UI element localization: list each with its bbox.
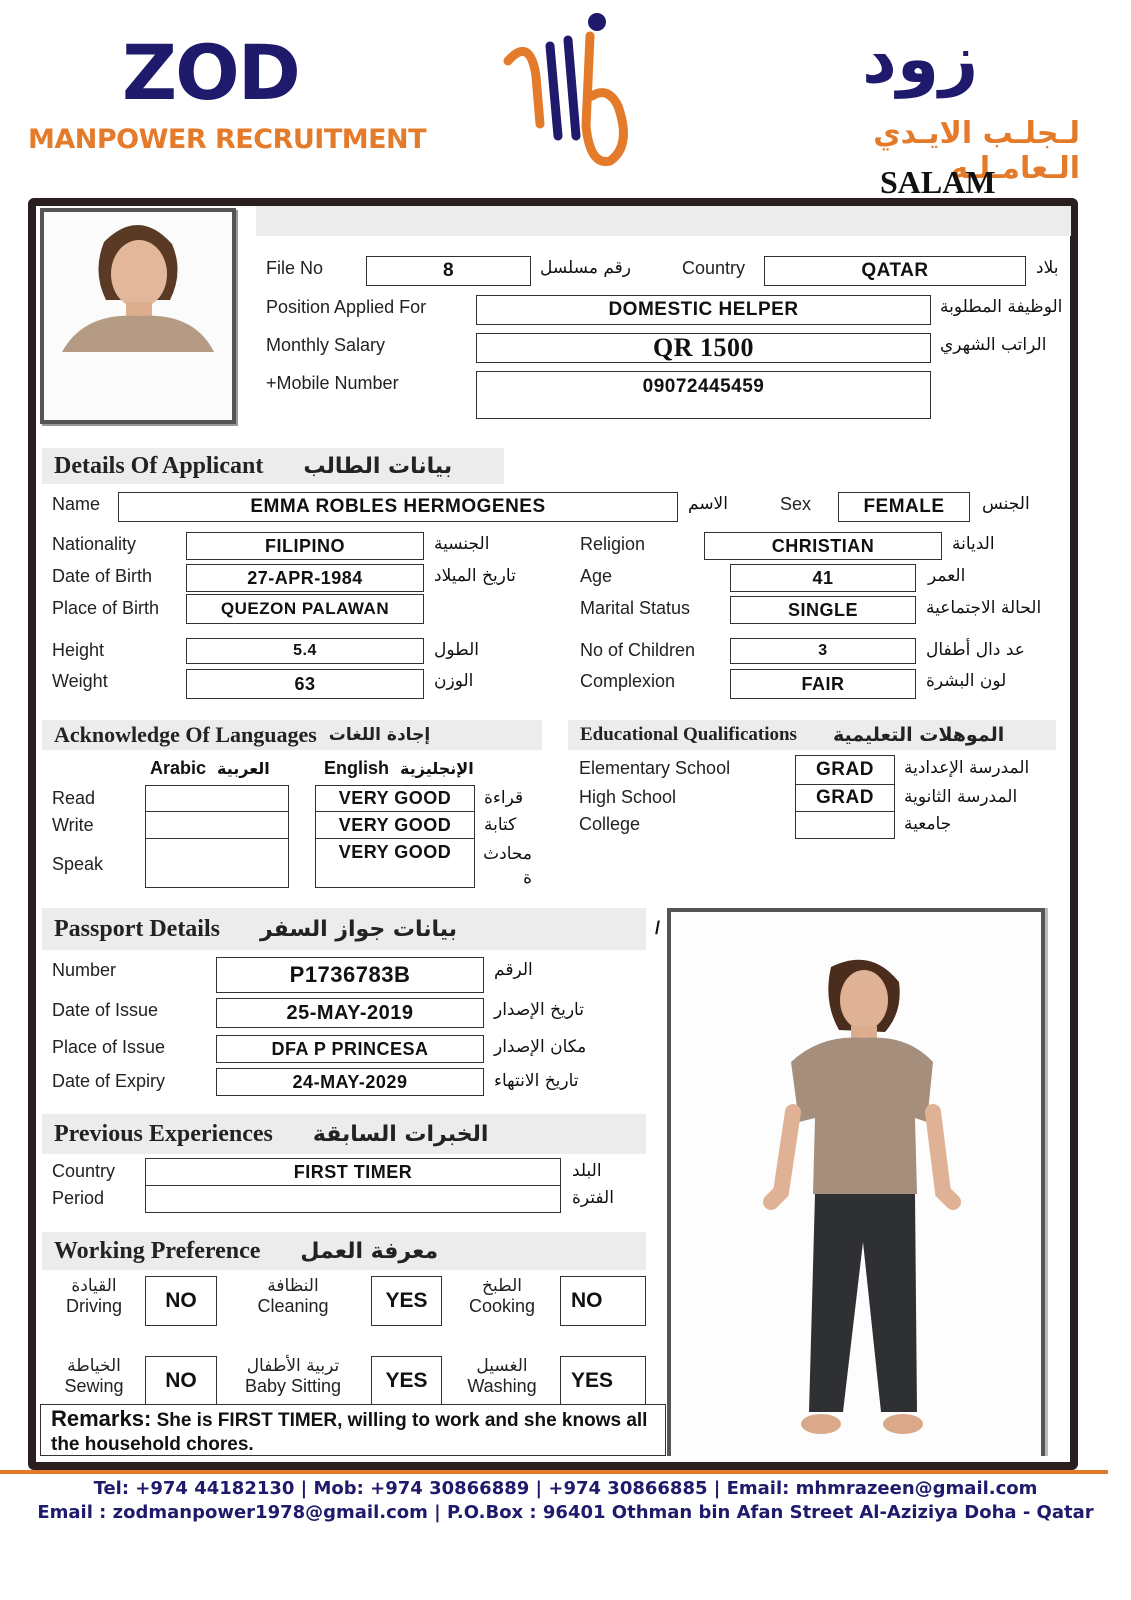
- baby-sitting-field: YES: [371, 1356, 442, 1406]
- position-label: Position Applied For: [266, 297, 427, 317]
- nationality-label-ar: الجنسية: [434, 534, 490, 554]
- portrait-icon: [44, 212, 232, 420]
- english-write-field: VERY GOOD: [315, 811, 475, 839]
- sex-label-ar: الجنس: [982, 494, 1030, 514]
- brand-subtitle: MANPOWER RECRUITMENT: [28, 124, 427, 155]
- file-no-label-ar: رقم مسلسل: [540, 258, 631, 278]
- complexion-label-ar: لون البشرة: [926, 671, 1007, 691]
- country-label: Country: [682, 258, 746, 278]
- cooking-label: Cooking: [468, 1296, 536, 1316]
- experience-period-label-ar: الفترة: [572, 1188, 614, 1208]
- washing-label: Washing: [467, 1376, 537, 1396]
- sewing-label-ar: الخياطة: [67, 1356, 121, 1376]
- elementary-label-ar: المدرسة الإعدادية: [904, 758, 1030, 778]
- full-body-portrait-icon: [671, 912, 1041, 1456]
- passport-section-title-ar: بيانات جواز السفر: [259, 916, 457, 942]
- college-label: College: [579, 814, 641, 834]
- salary-field: QR 1500: [476, 333, 931, 363]
- position-label-ar: الوظيفة المطلوبة: [940, 297, 1063, 317]
- baby-sitting-label: Baby Sitting: [244, 1376, 342, 1396]
- issue-date-label: Date of Issue: [52, 1000, 159, 1020]
- driving-label: Driving: [65, 1296, 122, 1316]
- dob-label: Date of Birth: [52, 566, 153, 586]
- read-label-ar: قراءة: [484, 788, 524, 808]
- marital-label-ar: الحالة الاجتماعية: [926, 598, 1042, 618]
- religion-label-ar: الديانة: [952, 534, 995, 554]
- slash-mark: /: [655, 918, 661, 938]
- name-label: Name: [52, 494, 101, 514]
- passport-section-title: Passport Details: [54, 915, 220, 942]
- issue-date-field: 25-MAY-2019: [216, 998, 484, 1028]
- experience-period-label: Period: [52, 1188, 105, 1208]
- experience-country-field: FIRST TIMER: [145, 1158, 561, 1186]
- languages-section-title: Acknowledge Of Languages: [54, 722, 317, 747]
- applicant-section-header: [42, 448, 504, 484]
- company-logo-icon: [500, 6, 640, 176]
- applicant-photo-full: [667, 908, 1045, 1456]
- brand-logo-text-ar: زود: [862, 20, 979, 99]
- elementary-field: GRAD: [795, 755, 895, 785]
- pob-label: Place of Birth: [52, 598, 160, 618]
- religion-label: Religion: [580, 534, 646, 554]
- applicant-section-title: Details Of Applicant: [54, 452, 264, 479]
- country-field: QATAR: [764, 256, 1026, 286]
- cooking-label-ar: الطبخ: [482, 1276, 522, 1296]
- footer-contact-line-2: Email : zodmanpower1978@gmail.com | P.O.Box : 96401 Othman bin Afan Street Al-Aziziya Doha - Qatar: [37, 1502, 1094, 1523]
- english-read-field: VERY GOOD: [315, 785, 475, 812]
- elementary-label: Elementary School: [579, 758, 731, 778]
- write-label: Write: [52, 815, 94, 835]
- passport-number-field: P1736783B: [216, 957, 484, 993]
- marital-field: SINGLE: [730, 596, 916, 624]
- passport-section-header: [42, 908, 646, 950]
- write-label-ar: كتابة: [484, 815, 517, 835]
- sex-label: Sex: [780, 494, 812, 514]
- applicant-photo-small: [40, 208, 236, 424]
- sewing-field: NO: [145, 1356, 217, 1406]
- height-label: Height: [52, 640, 105, 660]
- arabic-column-header: [150, 758, 270, 779]
- experience-country-label: Country: [52, 1161, 116, 1181]
- age-label: Age: [580, 566, 613, 586]
- applicant-section-title-ar: بيانات الطالب: [303, 453, 453, 479]
- college-field: [795, 811, 895, 839]
- file-no-label: File No: [266, 258, 324, 278]
- salam-label: SALAM: [880, 164, 996, 200]
- college-label-ar: جامعية: [904, 814, 952, 834]
- height-field: 5.4: [186, 638, 424, 664]
- age-label-ar: العمر: [928, 566, 966, 586]
- cleaning-field: YES: [371, 1276, 442, 1326]
- weight-label-ar: الوزن: [434, 671, 474, 691]
- education-section-title: Educational Qualifications: [580, 724, 797, 745]
- high-label: High School: [579, 787, 677, 807]
- preference-section-title: Working Preference: [54, 1237, 261, 1264]
- cleaning-label-ar: النظافة: [267, 1276, 319, 1296]
- driving-label-ar: القيادة: [71, 1276, 117, 1296]
- arabic-label-ar: العربية: [217, 759, 270, 778]
- name-label-ar: الاسم: [688, 494, 728, 514]
- nationality-field: FILIPINO: [186, 532, 424, 560]
- children-field: 3: [730, 638, 916, 664]
- file-no-field: 8: [366, 256, 531, 286]
- sewing-label-group: [48, 1356, 140, 1397]
- high-field: GRAD: [795, 784, 895, 812]
- cleaning-label: Cleaning: [257, 1296, 329, 1316]
- complexion-label: Complexion: [580, 671, 676, 691]
- english-column-header: [324, 758, 474, 779]
- children-label: No of Children: [580, 640, 696, 660]
- remarks-text: She is FIRST TIMER, willing to work and she knows all the household chores.: [51, 1410, 648, 1455]
- arabic-read-field: [145, 785, 289, 812]
- issue-place-label: Place of Issue: [52, 1037, 166, 1057]
- arabic-speak-field: [145, 838, 289, 888]
- brand-subtitle-ar: لـجلـب الايـدي الـعامـلـه: [873, 116, 1080, 186]
- issue-place-label-ar: مكان الإصدار: [494, 1037, 587, 1057]
- brand-logo-text: ZOD: [122, 28, 299, 117]
- education-section-header: [568, 720, 1056, 750]
- preference-section-header: [42, 1232, 646, 1270]
- mobile-field: 09072445459: [476, 371, 931, 419]
- expiry-date-field: 24-MAY-2029: [216, 1068, 484, 1096]
- position-field: DOMESTIC HELPER: [476, 295, 931, 325]
- name-field: EMMA ROBLES HERMOGENES: [118, 492, 678, 522]
- high-label-ar: المدرسة الثانوية: [904, 787, 1018, 807]
- top-band: [256, 206, 1071, 236]
- education-section-title-ar: الموهلات التعليمية: [832, 724, 1005, 746]
- speak-label-ar: محادث ة: [483, 844, 532, 888]
- dob-label-ar: تاريخ الميلاد: [434, 566, 516, 586]
- experience-section-title: Previous Experiences: [54, 1120, 273, 1147]
- expiry-date-label-ar: تاريخ الانتهاء: [494, 1071, 579, 1091]
- cooking-field: NO: [560, 1276, 646, 1326]
- washing-label-ar: الغسيل: [476, 1356, 528, 1376]
- languages-section-title-ar: إجادة اللغات: [328, 725, 431, 745]
- weight-field: 63: [186, 669, 424, 699]
- driving-field: NO: [145, 1276, 217, 1326]
- languages-section-header: [42, 720, 542, 750]
- baby-sitting-label-group: [230, 1356, 356, 1397]
- nationality-label: Nationality: [52, 534, 137, 554]
- salary-label: Monthly Salary: [266, 335, 386, 355]
- preference-section-title-ar: معرفة العمل: [300, 1238, 439, 1264]
- cleaning-label-group: [240, 1276, 346, 1317]
- footer-divider: [0, 1470, 1108, 1474]
- issue-date-label-ar: تاريخ الإصدار: [494, 1000, 584, 1020]
- complexion-field: FAIR: [730, 669, 916, 699]
- religion-field: CHRISTIAN: [704, 532, 942, 560]
- pob-field: QUEZON PALAWAN: [186, 594, 424, 624]
- passport-number-label-ar: الرقم: [494, 960, 533, 980]
- driving-label-group: [48, 1276, 140, 1317]
- remarks-label: Remarks:: [51, 1406, 152, 1431]
- weight-label: Weight: [52, 671, 108, 691]
- children-label-ar: عد دال أطفال: [926, 640, 1025, 660]
- mobile-label: +Mobile Number: [266, 373, 399, 393]
- english-label-ar: الإنجليزية: [400, 759, 474, 778]
- read-label: Read: [52, 788, 96, 808]
- english-label: English: [324, 758, 390, 778]
- salary-label-ar: الراتب الشهري: [940, 335, 1047, 355]
- age-field: 41: [730, 564, 916, 592]
- height-label-ar: الطول: [434, 640, 479, 660]
- experience-period-field: [145, 1185, 561, 1213]
- passport-number-label: Number: [52, 960, 117, 980]
- dob-field: 27-APR-1984: [186, 564, 424, 592]
- cooking-label-group: [456, 1276, 548, 1317]
- sex-field: FEMALE: [838, 492, 970, 522]
- experience-section-title-ar: الخبرات السابقة: [312, 1121, 489, 1147]
- expiry-date-label: Date of Expiry: [52, 1071, 166, 1091]
- arabic-write-field: [145, 811, 289, 839]
- speak-label: Speak: [52, 854, 104, 874]
- baby-sitting-label-ar: تربية الأطفال: [246, 1356, 340, 1376]
- sewing-label: Sewing: [64, 1376, 124, 1396]
- marital-label: Marital Status: [580, 598, 691, 618]
- arabic-label: Arabic: [150, 758, 207, 778]
- country-label-ar: بلاد: [1036, 258, 1059, 278]
- footer-contact-line-1: Tel: +974 44182130 | Mob: +974 30866889 | +974 30866885 | Email: mhmrazeen@gmail.com: [93, 1478, 1038, 1499]
- issue-place-field: DFA P PRINCESA: [216, 1035, 484, 1063]
- english-speak-field: VERY GOOD: [315, 838, 475, 888]
- washing-label-group: [456, 1356, 548, 1397]
- washing-field: YES: [560, 1356, 646, 1406]
- experience-section-header: [42, 1114, 646, 1154]
- experience-country-label-ar: البلد: [572, 1161, 602, 1181]
- remarks-box: [40, 1404, 666, 1456]
